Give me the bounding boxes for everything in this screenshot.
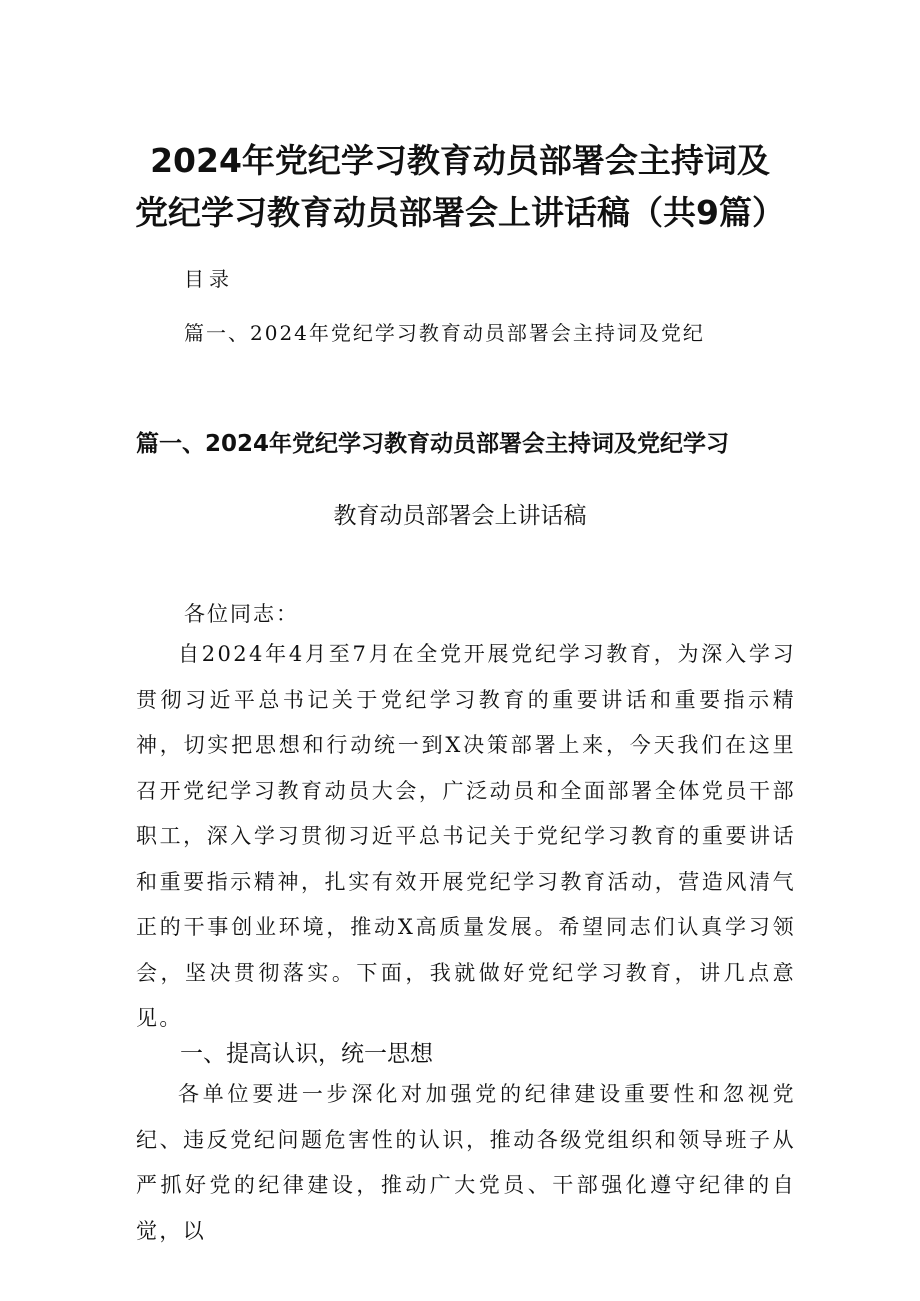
- toc-item-1[interactable]: 篇一、2024年党纪学习教育动员部署会主持词及党纪: [184, 321, 705, 345]
- document-title-line-2: 党纪学习教育动员部署会上讲话稿（共9篇）: [135, 193, 785, 232]
- body-paragraph-2: 各单位要进一步深化对加强党的纪律建设重要性和忽视党纪、违反党纪问题危害性的认识，推动各级党组织和领导班子从严抓好党的纪律建设，推动广大党员、干部强化遵守纪律的自觉，以: [136, 1082, 796, 1243]
- section-heading-1: 一、提高认识，统一思想: [180, 1041, 433, 1067]
- article-heading-line-1: 篇一、2024年党纪学习教育动员部署会主持词及党纪学习: [136, 431, 730, 457]
- document-title-line-1: 2024年党纪学习教育动员部署会主持词及: [150, 141, 770, 180]
- article-heading-line-2: 教育动员部署会上讲话稿: [333, 503, 587, 529]
- greeting: 各位同志：: [184, 602, 299, 626]
- toc-label: 目录: [184, 267, 234, 291]
- body-paragraph-1: 自2024年4月至7月在全党开展党纪学习教育，为深入学习贯彻习近平总书记关于党纪学习教育的重要讲话和重要指示精神，切实把思想和行动统一到X决策部署上来，今天我们在这里召开党纪学习教育动员大会，广泛动员和全面部署全体党员干部职工，深入学习贯彻习近平总书记关于党纪学习教育的重要讲话和重要指示精神，扎实有效开展党纪学习教育活动，营造风清气正的干事创业环境，推动X高质量发展。希望同志们认真学习领会，坚决贯彻落实。下面，我就做好党纪学习教育，讲几点意见。: [136, 642, 796, 1030]
